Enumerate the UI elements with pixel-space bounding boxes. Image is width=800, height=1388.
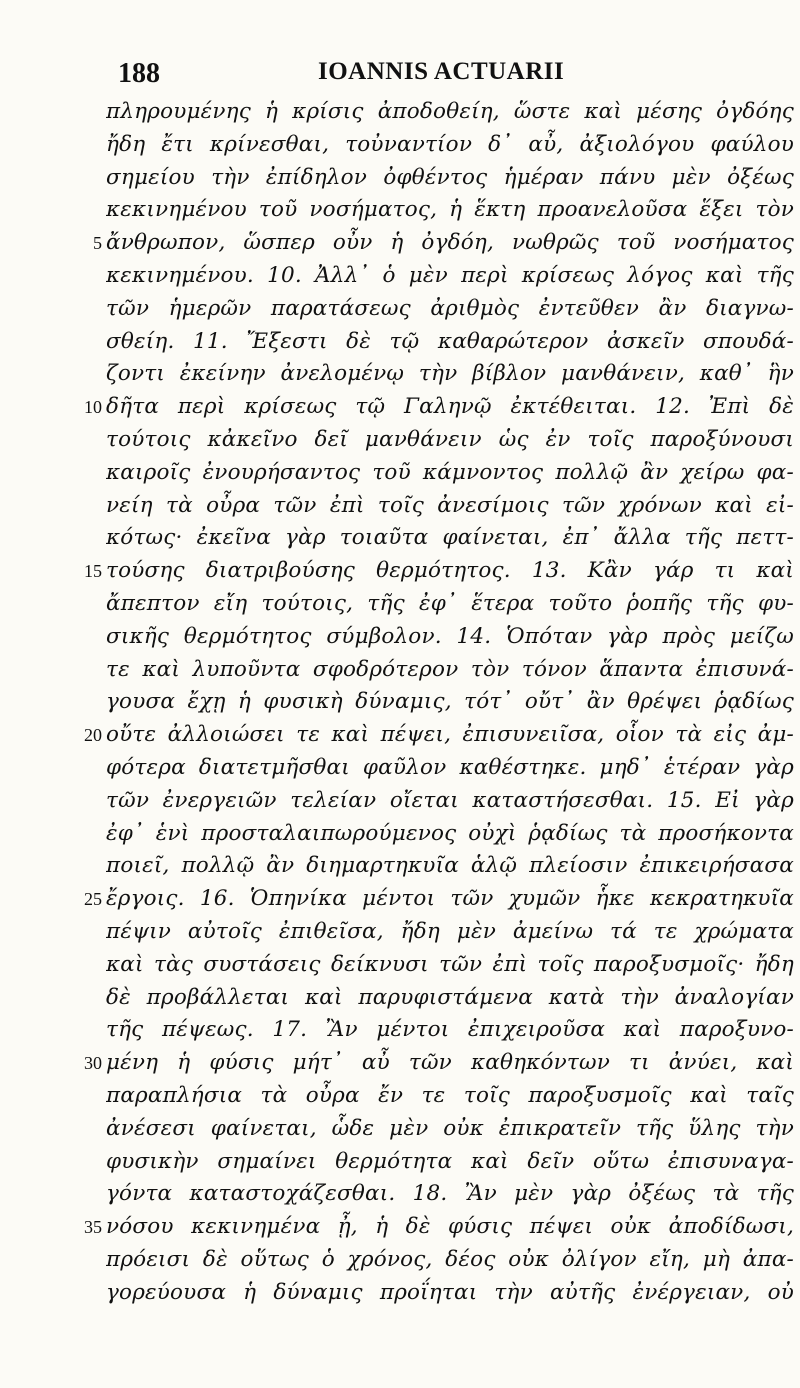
line-text: φυσικὴν σημαίνει θερμότητα καὶ δεῖν οὕτω ἐπισυναγα-: [106, 1148, 794, 1174]
text-line: [0, 326, 800, 359]
text-line: [0, 982, 800, 1015]
text-line: [0, 162, 800, 195]
line-text: ζοντι ἐκείνην ἀνελομένῳ τὴν βίβλον μανθάνειν, καθ᾽ ἣν: [106, 361, 794, 387]
line-text: τῶν ἐνεργειῶν τελείαν οἴεται καταστήσεσθαι. 15. Εἰ γὰρ: [106, 787, 794, 813]
text-line: [0, 949, 800, 982]
text-line: [0, 818, 800, 851]
line-number: 10: [84, 397, 102, 418]
text-line: [0, 522, 800, 555]
text-line: [0, 588, 800, 621]
line-text: οὔτε ἀλλοιώσει τε καὶ πέψει, ἐπισυνειῖσα, οἷον τὰ εἰς ἀμ-: [106, 722, 794, 748]
text-block: [0, 96, 800, 1309]
text-line: [0, 621, 800, 654]
line-text: δὲ προβάλλεται καὶ παρυφιστάμενα κατὰ τὴν ἀναλογίαν: [106, 984, 794, 1010]
line-number: 30: [84, 1053, 102, 1074]
text-line: [0, 654, 800, 687]
text-line: [0, 391, 800, 424]
line-text: ἐφ᾽ ἑνὶ προσταλαιπωρούμενος οὐχὶ ῥᾳδίως τὰ προσήκοντα: [106, 820, 794, 846]
line-number: 5: [93, 233, 102, 254]
page-header: [0, 52, 800, 92]
line-text: τούτοις κἀκεῖνο δεῖ μανθάνειν ὡς ἐν τοῖς παροξύνουσι: [106, 426, 794, 452]
line-text: καὶ τὰς συστάσεις δείκνυσι τῶν ἐπὶ τοῖς παροξυσμοῖς· ἤδη: [106, 951, 794, 977]
line-text: τε καὶ λυποῦντα σφοδρότερον τὸν τόνον ἅπαντα ἐπισυνά-: [106, 656, 794, 682]
text-line: [0, 457, 800, 490]
line-text: κότως· ἐκεῖνα γὰρ τοιαῦτα φαίνεται, ἐπ᾽ ἄλλα τῆς πεττ-: [106, 525, 794, 551]
line-text: τῆς πέψεως. 17. Ἂν μέντοι ἐπιχειροῦσα καὶ παροξυνο-: [106, 1017, 794, 1043]
text-line: [0, 1113, 800, 1146]
text-line: [0, 293, 800, 326]
text-line: [0, 1080, 800, 1113]
text-line: [0, 1146, 800, 1179]
line-text: ἄνθρωπον, ὥσπερ οὖν ἡ ὀγδόη, νωθρῶς τοῦ νοσήματος: [106, 230, 794, 256]
text-line: [0, 752, 800, 785]
line-text: κεκινημένου τοῦ νοσήματος, ἡ ἕκτη προανελοῦσα ἕξει τὸν: [106, 197, 794, 223]
line-number: 25: [84, 889, 102, 910]
line-text: γορεύουσα ἡ δύναμις προΐηται τὴν αὐτῆς ἐνέργειαν, οὐ: [106, 1279, 794, 1305]
line-number: 15: [84, 561, 102, 582]
line-text: δῆτα περὶ κρίσεως τῷ Γαληνῷ ἐκτέθειται. 12. Ἐπὶ δὲ: [106, 394, 794, 420]
line-text: νείη τὰ οὖρα τῶν ἐπὶ τοῖς ἀνεσίμοις τῶν χρόνων καὶ εἰ-: [106, 492, 794, 518]
line-text: ἔργοις. 16. Ὁπηνίκα μέντοι τῶν χυμῶν ἧκε κεκρατηκυῖα: [106, 886, 794, 912]
line-text: ἤδη ἔτι κρίνεσθαι, τοὐναντίον δ᾽ αὖ, ἀξιολόγου φαύλου: [106, 131, 794, 157]
line-text: ἀνέσεσι φαίνεται, ὧδε μὲν οὐκ ἐπικρατεῖν τῆς ὕλης τὴν: [106, 1115, 794, 1141]
text-line: [0, 883, 800, 916]
text-line: [0, 358, 800, 391]
line-number: 20: [84, 725, 102, 746]
text-line: [0, 1047, 800, 1080]
line-text: τούσης διατριβούσης θερμότητος. 13. Κἂν γάρ τι καὶ: [106, 558, 794, 584]
text-line: [0, 96, 800, 129]
line-text: ποιεῖ, πολλῷ ἂν διημαρτηκυῖα ἁλῷ πλείοσιν ἐπικειρήσασα: [106, 853, 794, 879]
text-line: [0, 916, 800, 949]
text-line: [0, 227, 800, 260]
text-line: [0, 194, 800, 227]
text-line: [0, 850, 800, 883]
line-number: 35: [84, 1217, 102, 1238]
line-text: πέψιν αὐτοῖς ἐπιθεῖσα, ἤδη μὲν ἀμείνω τά τε χρώματα: [106, 918, 794, 944]
line-text: πρόεισι δὲ οὕτως ὁ χρόνος, δέος οὐκ ὀλίγον εἴη, μὴ ἀπα-: [106, 1246, 794, 1272]
page-number: 188: [118, 58, 160, 89]
line-text: κεκινημένου. 10. Ἀλλ᾽ ὁ μὲν περὶ κρίσεως λόγος καὶ τῆς: [106, 262, 794, 288]
line-text: γόντα καταστοχάζεσθαι. 18. Ἂν μὲν γὰρ ὀξέως τὰ τῆς: [106, 1181, 794, 1207]
text-line: [0, 686, 800, 719]
text-line: [0, 1277, 800, 1310]
line-text: νόσου κεκινημένα ᾖ, ἡ δὲ φύσις πέψει οὐκ ἀποδίδωσι,: [106, 1214, 794, 1240]
text-line: [0, 1211, 800, 1244]
text-line: [0, 490, 800, 523]
running-head: IOANNIS ACTUARII: [318, 58, 565, 85]
text-line: [0, 555, 800, 588]
text-line: [0, 424, 800, 457]
line-text: σημείου τὴν ἐπίδηλον ὀφθέντος ἡμέραν πάνυ μὲν ὀξέως: [106, 164, 794, 190]
line-text: γουσα ἔχῃ ἡ φυσικὴ δύναμις, τότ᾽ οὔτ᾽ ἂν θρέψει ῥᾳδίως: [106, 689, 794, 715]
text-line: [0, 1244, 800, 1277]
text-line: [0, 1014, 800, 1047]
line-text: σθείη. 11. Ἔξεστι δὲ τῷ καθαρώτερον ἀσκεῖν σπουδά-: [106, 328, 794, 354]
line-text: σικῆς θερμότητος σύμβολον. 14. Ὁπόταν γὰρ πρὸς μείζω: [106, 623, 794, 649]
line-text: πληρουμένης ἡ κρίσις ἀποδοθείη, ὥστε καὶ μέσης ὀγδόης: [106, 99, 794, 124]
text-line: [0, 129, 800, 162]
line-text: παραπλήσια τὰ οὖρα ἔν τε τοῖς παροξυσμοῖς καὶ ταῖς: [106, 1082, 794, 1108]
line-text: μένη ἡ φύσις μήτ᾽ αὖ τῶν καθηκόντων τι ἀνύει, καὶ: [106, 1050, 794, 1076]
line-text: ἄπεπτον εἴη τούτοις, τῆς ἐφ᾽ ἕτερα τοῦτο ῥοπῆς τῆς φυ-: [106, 590, 794, 616]
text-line: [0, 1178, 800, 1211]
line-text: καιροῖς ἐνουρήσαντος τοῦ κάμνοντος πολλῷ ἂν χείρω φα-: [106, 459, 794, 485]
text-line: [0, 260, 800, 293]
line-text: τῶν ἡμερῶν παρατάσεως ἀριθμὸς ἐντεῦθεν ἂν διαγνω-: [106, 295, 794, 321]
text-line: [0, 719, 800, 752]
text-line: [0, 785, 800, 818]
line-text: φότερα διατετμῆσθαι φαῦλον καθέστηκε. μηδ᾽ ἑτέραν γὰρ: [106, 754, 794, 780]
